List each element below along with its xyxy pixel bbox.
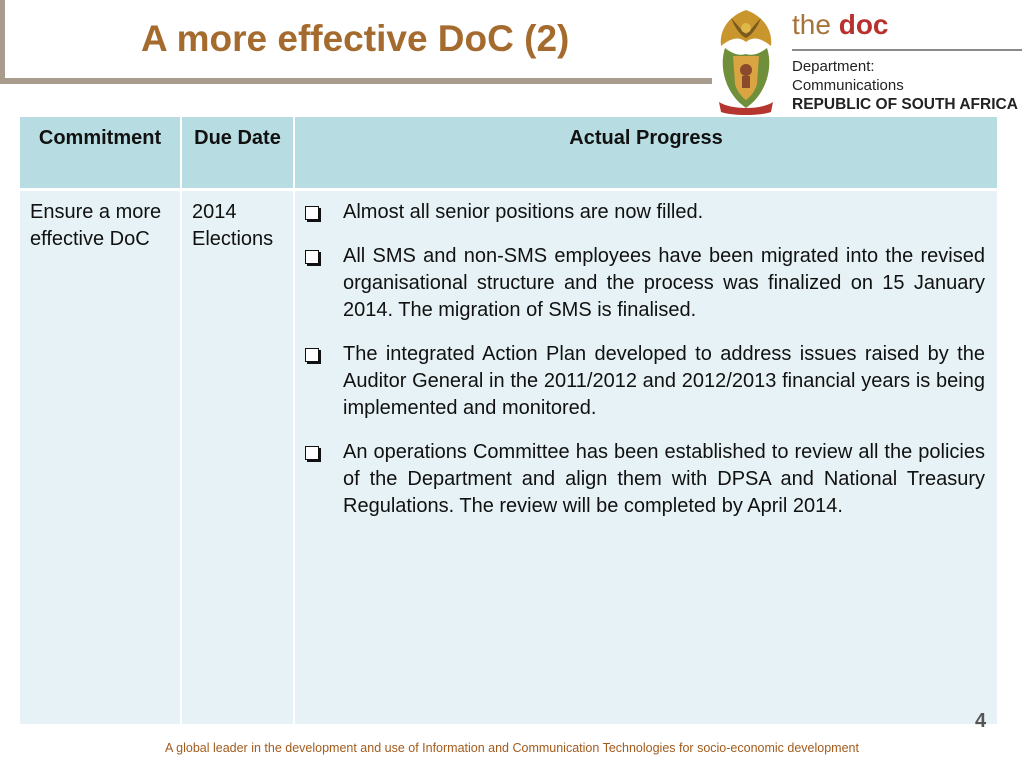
department-name: Communications <box>792 77 904 94</box>
checkbox-bullet-icon <box>305 206 319 220</box>
progress-list <box>305 199 985 520</box>
brand-wordmark <box>792 10 889 40</box>
checkbox-bullet-icon <box>305 348 319 362</box>
checkbox-bullet-icon <box>305 446 319 460</box>
header-due-date: Due Date <box>181 117 294 190</box>
brand-the: the <box>792 9 831 40</box>
department-label: Department: <box>792 58 875 75</box>
list-item <box>305 439 985 520</box>
list-item <box>305 341 985 422</box>
list-item <box>305 243 985 324</box>
commitment-cell: Ensure a more effective DoC <box>20 190 181 725</box>
list-item <box>305 199 985 226</box>
header-actual-progress: Actual Progress <box>294 117 997 190</box>
brand-doc: doc <box>838 9 889 40</box>
footer-tagline: A global leader in the development and use of Information and Communication Technologies for socio-economic development <box>165 741 859 755</box>
progress-item-text: The integrated Action Plan developed to address issues raised by the Auditor General in the 2011/2012 and 2012/2013 financial years is being implemented and monitored. <box>343 343 985 419</box>
due-date-cell: 2014 Elections <box>181 190 294 725</box>
progress-item-text: Almost all senior positions are now filled. <box>343 201 704 223</box>
checkbox-bullet-icon <box>305 250 319 264</box>
table-header-row <box>20 117 997 190</box>
header-commitment: Commitment <box>20 117 181 190</box>
department-logo <box>708 4 1024 116</box>
slide-title: A more effective DoC (2) <box>141 18 570 59</box>
brand-divider <box>792 49 1022 51</box>
progress-table <box>20 117 997 724</box>
progress-item-text: All SMS and non-SMS employees have been migrated into the revised organisational structure and the process was finalized on 15 January 2014. The migration of SMS is finalised. <box>343 245 985 321</box>
progress-cell <box>294 190 997 725</box>
progress-item-text: An operations Committee has been established to review all the policies of the Department and align them with DPSA and National Treasury Regulations. The review will be completed by April 2014. <box>343 441 985 517</box>
table-row <box>20 190 997 725</box>
coat-of-arms-icon <box>711 8 781 116</box>
country-name: REPUBLIC OF SOUTH AFRICA <box>792 96 1018 113</box>
page-number: 4 <box>975 710 987 732</box>
